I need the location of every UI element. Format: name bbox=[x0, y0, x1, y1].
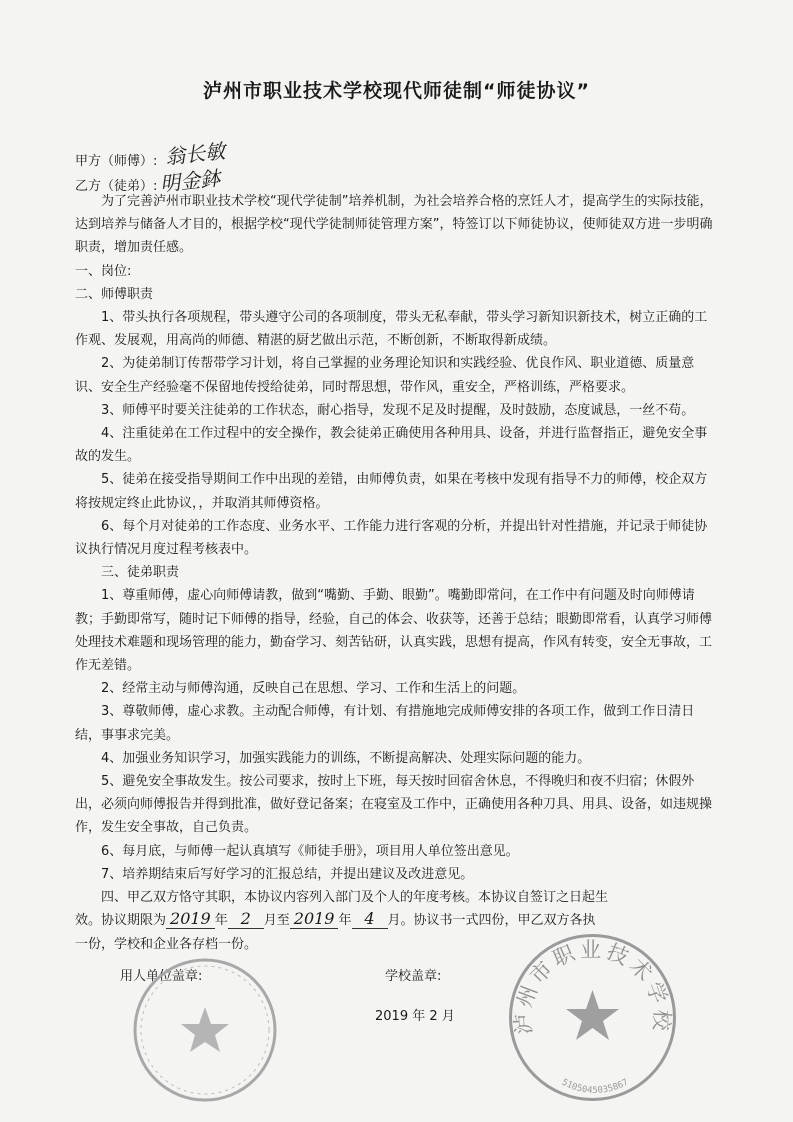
master-duty-item: 5、徒弟在接受指导期间工作中出现的差错，由师傅负责，如果在考核中发现有指导不力的师傅，校企双方将按规定终止此协议，，并取消其师傅资格。 bbox=[75, 472, 708, 511]
master-duty-item: 4、注重徒弟在工作过程中的安全操作，教会徒弟正确使用各种用具、设备，并进行监督指正，避免安全事故的发生。 bbox=[75, 426, 708, 465]
school-seal-name: 泸州市职业技术学校 bbox=[510, 937, 675, 1036]
start-year-handwritten: 2019 bbox=[166, 910, 215, 929]
start-month-handwritten: 2 bbox=[228, 910, 264, 929]
party-b-signature: 明金鉢 bbox=[159, 165, 222, 197]
end-year-handwritten: 2019 bbox=[290, 910, 339, 929]
end-month-handwritten: 4 bbox=[352, 910, 388, 929]
master-duty-item: 1、带头执行各项规程，带头遵守公司的各项制度，带头无私奉献，带头学习新知识新技术，树立正确的工作观、发展观，用高尚的师德、精湛的厨艺做出示范，不断创新，不断取得新成绩。 bbox=[75, 310, 708, 349]
year-unit: 年 bbox=[214, 913, 228, 929]
intro-paragraph: 为了完善泸州市职业技术学校“现代学徒制”培养机制，为社会培养合格的烹饪人才，提高学生的实际技能，达到培养与储备人才目的，根据学校“现代学徒制师徒管理方案”，特签订以下师徒协议，使师徒双方进一步明确职责，增加责任感。 bbox=[75, 194, 713, 256]
term-period-prefix: 效。协议期限为 bbox=[75, 913, 167, 929]
apprentice-duty-item: 1、尊重师傅，虚心向师傅请教，做到“嘴勤、手勤、眼勤”。嘴勤即常问，在工作中有问题及时向师傅请教；手勤即常写，随时记下师傅的指导，经验，自己的体会、收获等，还善于总结；眼勤即常看，认真学习师傅处理技术难题和现场管理的能力，勤奋学习、刻苦钻研，认真实践，思想有提高，作风有转变，安全无事故，工作无差错。 bbox=[75, 588, 713, 674]
year-unit: 年 bbox=[338, 913, 352, 929]
section-master-duties: 二、师傅职责 bbox=[75, 286, 154, 302]
master-duty-item: 3、师傅平时要关注徒弟的工作状态，耐心指导，发现不足及时提醒，及时鼓励，态度诚恳，一丝不苟。 bbox=[101, 402, 695, 418]
apprentice-duty-item: 3、尊敬师傅，虚心求教。主动配合师傅，有计划、有措施地完成师傅安排的各项工作，做到工作日清日结，事事求完美。 bbox=[75, 704, 695, 743]
school-seal-label: 学校盖章: bbox=[385, 969, 442, 984]
signing-date: 2019 年 2 月 bbox=[375, 1009, 455, 1024]
party-a-label: 甲方（师傅）: bbox=[75, 154, 158, 169]
master-duty-item: 2、为徒弟制订传帮带学习计划，将自己掌握的业务理论知识和实践经验、优良作风、职业道德、质量意识、安全生产经验毫不保留地传授给徒弟，同时帮思想，带作风，重安全，严格训练，严格要求。 bbox=[75, 356, 695, 395]
seal-star-icon bbox=[181, 1007, 229, 1052]
party-b-label: 乙方（徒弟）: bbox=[75, 179, 158, 194]
apprentice-duty-item: 2、经常主动与师傅沟通，反映自己在思想、学习、工作和生活上的问题。 bbox=[101, 681, 526, 697]
month-to-unit: 月至 bbox=[263, 913, 290, 929]
section-apprentice-duties: 三、徒弟职责 bbox=[101, 565, 180, 581]
term-period-suffix: 月。协议书一式四份，甲乙双方各执 bbox=[387, 913, 596, 929]
document-title: 泸州市职业技术学校现代师徒制“师徒协议” bbox=[203, 80, 590, 102]
apprentice-duty-item: 7、培养期结束后写好学习的汇报总结，并提出建议及改进意见。 bbox=[101, 866, 474, 882]
section-terms: 四、甲乙双方恪守其职，本协议内容列入部门及个人的年度考核。本协议自签订之日起生 bbox=[101, 890, 609, 906]
apprentice-duty-item: 6、每月底，与师傅一起认真填写《师徒手册》，项目用人单位签出意见。 bbox=[101, 843, 519, 859]
party-a-signature: 翁长敏 bbox=[164, 138, 227, 170]
agreement-body bbox=[75, 190, 715, 956]
copies-line: 一份，学校和企业各存档一份。 bbox=[75, 936, 258, 952]
school-seal-stamp bbox=[505, 930, 680, 1105]
employer-seal-label: 用人单位盖章: bbox=[120, 969, 203, 984]
section-position: 一、岗位: bbox=[75, 263, 132, 279]
employer-seal-stamp bbox=[130, 955, 280, 1105]
school-seal-star-icon bbox=[566, 990, 619, 1040]
school-seal-code: 5105045035867 bbox=[559, 1077, 631, 1096]
apprentice-duty-item: 4、加强业务知识学习，加强实践能力的训练，不断提高解决、处理实际问题的能力。 bbox=[101, 750, 591, 766]
master-duty-item: 6、每个月对徒弟的工作态度、业务水平、工作能力进行客观的分析，并提出针对性措施，并记录于师徒协议执行情况月度过程考核表中。 bbox=[75, 518, 708, 558]
apprentice-duty-item: 5、避免安全事故发生。按公司要求，按时上下班，每天按时回宿舍休息，不得晚归和夜不归宿；休假外出，必须向师傅报告并得到批准，做好登记备案；在寝室及工作中，正确使用各种刀具、用具、设备，如违规操作，发生安全事故，自己负责。 bbox=[75, 774, 713, 836]
